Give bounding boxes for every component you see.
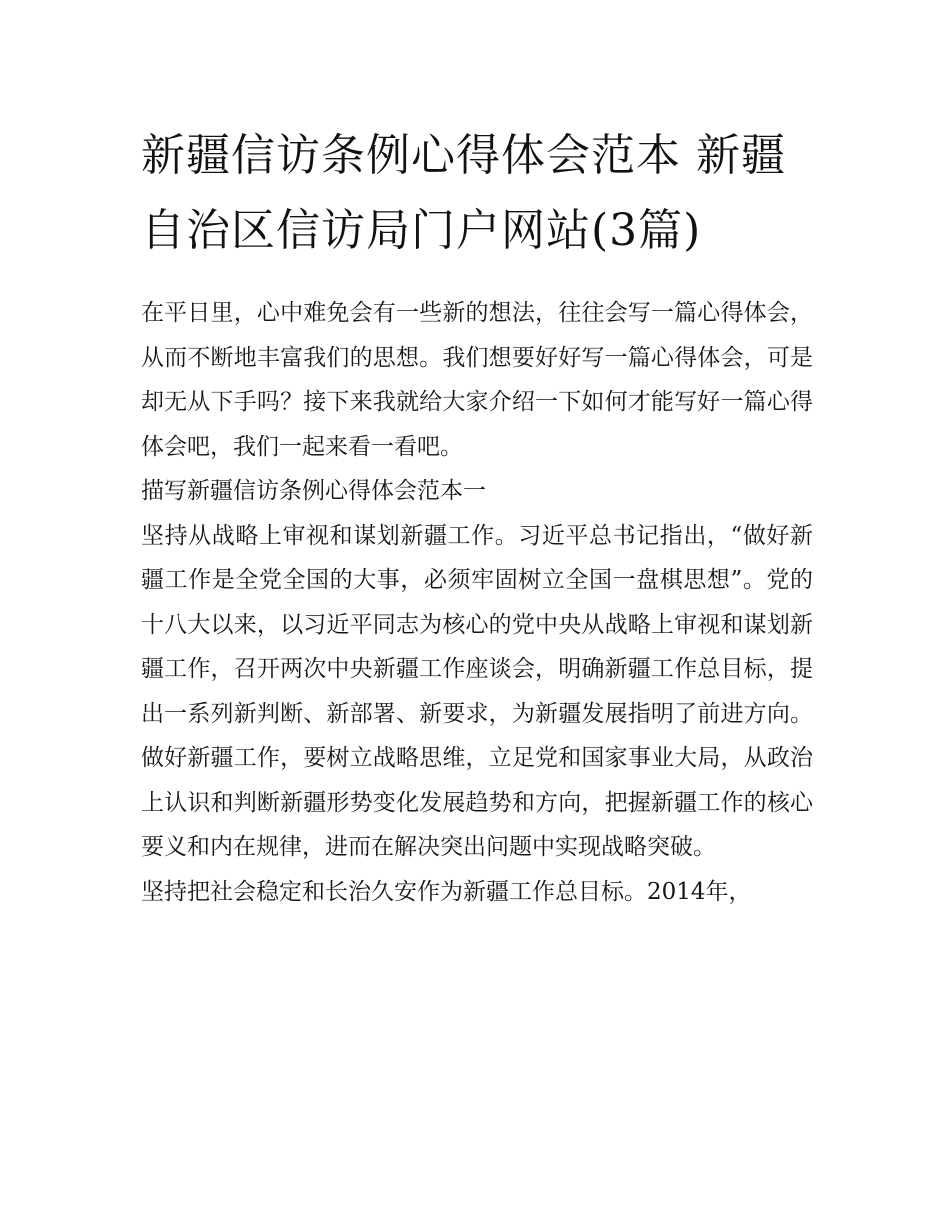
document-title: 新疆信访条例心得体会范本 新疆自治区信访局门户网站(3篇) [141, 130, 786, 256]
intro-paragraph: 在平日里，心中难免会有一些新的想法，往往会写一篇心得体会，从而不断地丰富我们的思想。我们想要好好写一篇心得体会，可是却无从下手吗？接下来我就给大家介绍一下如何才能写好一篇心得体会吧，我们一起来看一看吧。 [141, 300, 813, 460]
document-content [141, 118, 813, 914]
body-paragraph: 坚持把社会稳定和长治久安作为新疆工作总目标。2014年， [141, 878, 752, 905]
document-body [141, 291, 813, 914]
section-heading: 描写新疆信访条例心得体会范本一 [141, 478, 486, 504]
body-paragraph: 坚持从战略上审视和谋划新疆工作。习近平总书记指出，“做好新疆工作是全党全国的大事，必须牢固树立全国一盘棋思想”。党的十八大以来，以习近平同志为核心的党中央从战略上审视和谋划新疆工作，召开两次中央新疆工作座谈会，明确新疆工作总目标，提出一系列新判断、新部署、新要求，为新疆发展指明了前进方向。做好新疆工作，要树立战略思维，立足党和国家事业大局，从政治上认识和判断新疆形势变化发展趋势和方向，把握新疆工作的核心要义和内在规律，进而在解决突出问题中实现战略突破。 [141, 522, 813, 860]
